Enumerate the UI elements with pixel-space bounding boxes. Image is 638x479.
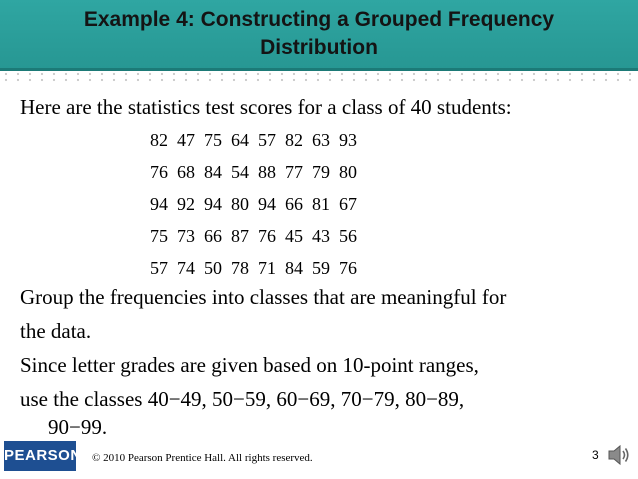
since-text: Since letter grades are given based on 10-point ranges,: [20, 353, 479, 377]
group-text-line-2: the data.: [20, 319, 92, 343]
pearson-logo: PEARSON: [4, 441, 76, 471]
scores-row: 76 68 84 54 88 77 79 80: [150, 162, 357, 182]
scores-row: 94 92 94 80 94 66 81 67: [150, 194, 357, 214]
classes-text-line-2: 90−99.: [48, 415, 108, 439]
page-number: 3: [592, 448, 599, 462]
classes-text-line-1: use the classes 40−49, 50−59, 60−69, 70−79, 80−89,: [20, 387, 465, 411]
slide-title: [12, 6, 626, 62]
title-line-2: Distribution: [260, 36, 378, 59]
copyright-notice: © 2010 Pearson Prentice Hall. All rights reserved.: [92, 452, 313, 464]
group-text-line-1: Group the frequencies into classes that are meaningful for: [20, 285, 507, 309]
scores-table: [150, 124, 357, 284]
scores-row: 75 73 66 87 76 45 43 56: [150, 226, 357, 246]
scores-row: 57 74 50 78 71 84 59 76: [150, 258, 357, 278]
scores-row: 82 47 75 64 57 82 63 93: [150, 130, 357, 150]
intro-text: Here are the statistics test scores for a class of 40 students:: [20, 95, 512, 119]
speaker-icon[interactable]: [606, 442, 632, 468]
title-bar: [0, 0, 638, 71]
dotted-divider: [0, 71, 638, 83]
title-line-1: Example 4: Constructing a Grouped Frequency: [83, 8, 555, 31]
